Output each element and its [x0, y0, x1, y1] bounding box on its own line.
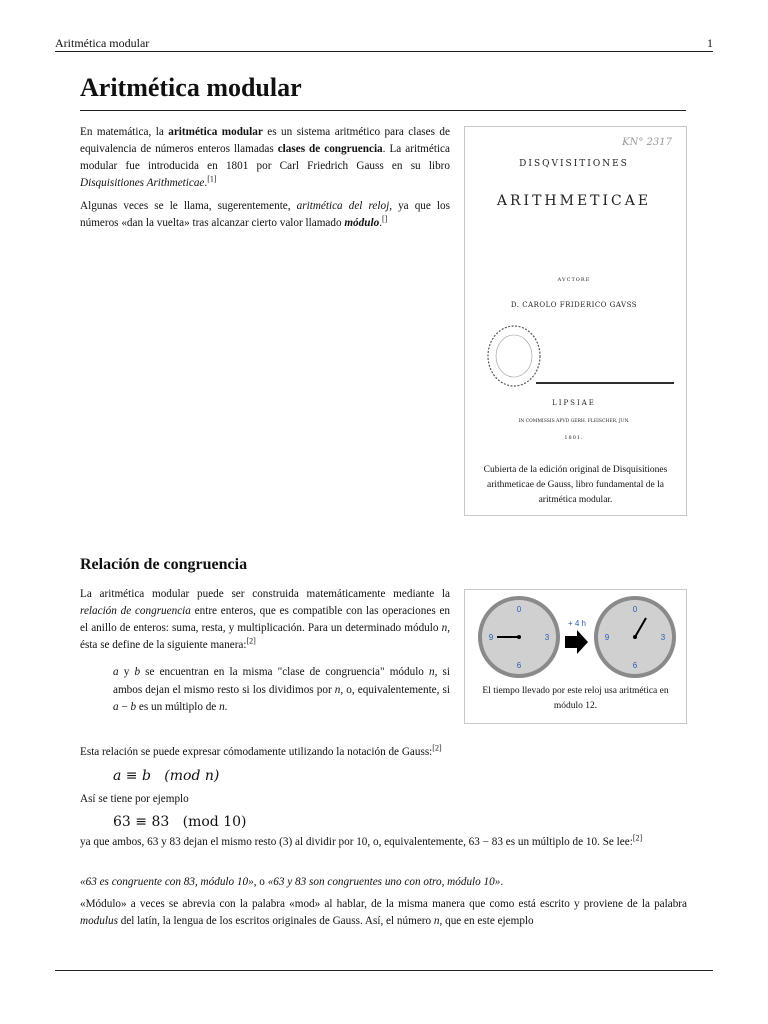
section-paragraph-1: La aritmética modular puede ser construida matemáticamente mediante la relación de congruencia entre enteros, que es compatible con las operaciones en el anillo de enteros: suma, resta, y multiplicación. Para un determinado módulo n, ésta se define de la siguiente manera:[2] [80, 588, 450, 651]
clock-right-num-right: 3 [660, 633, 666, 642]
page-title: Aritmética modular [80, 73, 302, 102]
modulo-paragraph: «Módulo» a veces se abrevia con la palabra «mod» al hablar, de la misma manera que como está escrito y proviene de la palabra modulus del latín, la lengua de los escritos originales de Gauss. Así, el número n, que en este ejemplo [80, 898, 687, 927]
clock-left-num-bottom: 6 [516, 661, 522, 670]
reference-link[interactable]: [2] [632, 833, 643, 843]
running-header [55, 36, 713, 51]
book-line-4: D. CAROLO FRIDERICO GAVSS [510, 301, 638, 309]
book-line-2: ARITHMETICAE [496, 193, 652, 209]
footer-rule [55, 970, 713, 971]
clock-left-num-top: 0 [516, 605, 522, 614]
book-line-6: IN COMMISSIS APVD GERH. FLEISCHER, JUN. [518, 419, 630, 424]
gauss-notation-line: Esta relación se puede expresar cómodamente utilizando la notación de Gauss:[2] [80, 743, 442, 758]
math-congruence-general: a ≡ b (mod n) [113, 768, 220, 784]
intro-paragraph-2: Algunas veces se le llama, sugerentemente, aritmética del reloj, ya que los números «dan la vuelta» tras alcanzar cierto valor llamado módulo.[] [80, 200, 450, 229]
example-explanation: ya que ambos, 63 y 83 dejan el mismo resto (3) al dividir por 10, o, equivalentemente, 63 − 83 es un múltiplo de 10. Se lee:[2] [80, 833, 643, 848]
section-heading: Relación de congruencia [80, 556, 248, 573]
reference-link[interactable]: [2] [246, 636, 256, 646]
figure-book-cover [464, 126, 687, 516]
clock-right-num-left: 9 [604, 633, 610, 642]
reference-link[interactable]: [2] [432, 743, 442, 753]
running-title: Aritmética modular [55, 36, 150, 50]
clock-right [594, 596, 676, 678]
intro-column [80, 124, 450, 238]
book-stamp: KN° 2317 [622, 137, 672, 148]
book-cover-image [472, 131, 676, 449]
reference-link[interactable]: [1] [207, 174, 217, 184]
book-seal-stamp [486, 325, 676, 395]
clock-diagram [465, 590, 686, 678]
math-congruence-example: 63 ≡ 83 (mod 10) [113, 814, 247, 830]
book-line-7: 1801. [564, 435, 584, 441]
clock-left [478, 596, 560, 678]
clock-right-num-top: 0 [632, 605, 638, 614]
reading-line: «63 es congruente con 83, módulo 10», o «63 y 83 son congruentes uno con otro, módulo 10». [80, 876, 504, 888]
clock-left-num-left: 9 [488, 633, 494, 642]
figure-caption: El tiempo llevado por este reloj usa aritmética en módulo 12. [482, 686, 669, 711]
header-rule [55, 51, 713, 52]
clock-right-num-bottom: 6 [632, 661, 638, 670]
title-rule [80, 110, 686, 111]
reference-link[interactable]: [] [381, 214, 388, 224]
book-line-1: DISQVISITIONES [519, 159, 629, 169]
example-intro: Así se tiene por ejemplo [80, 793, 189, 805]
page-number: 1 [707, 36, 713, 50]
book-line-3: AVCTORE [557, 277, 591, 283]
section-column [80, 586, 450, 660]
clock-left-num-right: 3 [544, 633, 550, 642]
figure-caption: Cubierta de la edición original de Disquisitiones arithmeticae de Gauss, libro fundamental de la aritmética modular. [483, 465, 668, 505]
intro-paragraph-1: En matemática, la aritmética modular es un sistema aritmético para clases de equivalencia de números enteros llamadas clases de congruencia. La aritmética modular fue introducida en 1801 por Carl Friedrich Gauss en su libro Disquisitiones Arithmeticae.[1] [80, 126, 450, 189]
plus-label: + 4 h [567, 619, 587, 628]
arrow-right-icon [565, 630, 588, 654]
book-line-5: LIPSIAE [552, 399, 596, 407]
figure-clock [464, 589, 687, 724]
definition-quote: a y b se encuentran en la misma "clase de congruencia" módulo n, si ambos dejan el mismo resto si los dividimos por n, o, equivalentemente, si a − b es un múltiplo de n. [113, 666, 451, 713]
